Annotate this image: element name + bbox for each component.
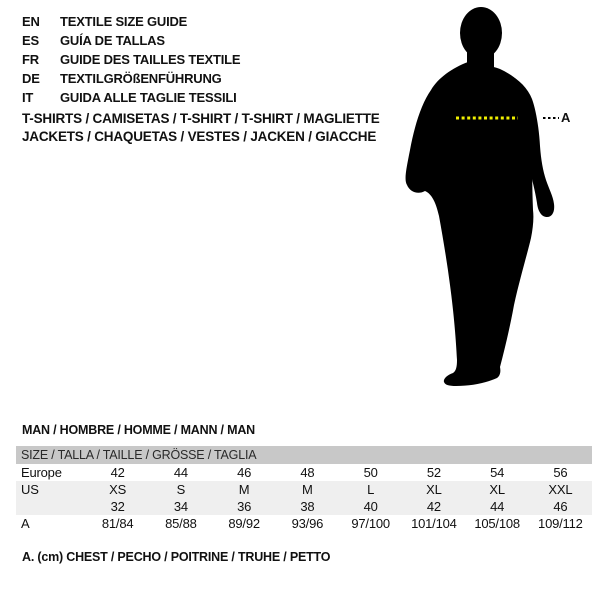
table-cell: XS <box>109 482 127 497</box>
gender-heading: MAN / HOMBRE / HOMME / MANN / MAN <box>22 423 255 437</box>
table-cell: 52 <box>426 465 441 480</box>
size-table <box>16 446 592 532</box>
category-tshirts: T-SHIRTS / CAMISETAS / T-SHIRT / T-SHIRT / MAGLIETTE <box>22 111 380 126</box>
language-row <box>22 31 240 50</box>
table-cell: 32 <box>110 499 125 514</box>
table-cell: 50 <box>363 465 378 480</box>
language-row <box>22 50 240 69</box>
table-row-us <box>16 481 592 498</box>
table-cell: 44 <box>490 499 505 514</box>
language-code: IT <box>22 90 34 105</box>
language-list <box>22 12 240 107</box>
row-label: A <box>21 516 30 531</box>
language-label: TEXTILGRÖßENFÜHRUNG <box>60 71 222 86</box>
table-cell: 109/112 <box>538 516 583 531</box>
table-cell: 85/88 <box>165 516 197 531</box>
table-row-europe <box>16 464 592 481</box>
table-cell: XXL <box>548 482 573 497</box>
table-cell: 89/92 <box>228 516 260 531</box>
garment-categories <box>22 110 380 146</box>
table-cell: 46 <box>237 465 252 480</box>
table-cell: 105/108 <box>474 516 520 531</box>
size-table-header: SIZE / TALLA / TAILLE / GRÖSSE / TAGLIA <box>16 446 592 464</box>
table-cell: 38 <box>300 499 315 514</box>
table-cell: XL <box>426 482 442 497</box>
table-cell: 93/96 <box>291 516 324 531</box>
table-cell: 56 <box>553 465 568 480</box>
man-silhouette-figure <box>396 4 578 392</box>
language-label: GUIDE DES TAILLES TEXTILE <box>60 52 241 67</box>
row-label: US <box>21 482 39 497</box>
measurement-footnote: A. (cm) CHEST / PECHO / POITRINE / TRUHE / PETTO <box>22 550 331 564</box>
table-row-alt-sizes <box>16 498 592 515</box>
table-cell: M <box>302 482 313 497</box>
table-cell: 97/100 <box>351 516 390 531</box>
language-code: ES <box>22 33 39 48</box>
table-cell: 40 <box>363 499 378 514</box>
table-cell: 42 <box>110 465 125 480</box>
table-cell: 42 <box>426 499 441 514</box>
man-silhouette <box>406 7 555 386</box>
language-label: GUIDA ALLE TAGLIE TESSILI <box>60 90 237 105</box>
language-code: EN <box>22 14 40 29</box>
table-cell: 81/84 <box>101 516 134 531</box>
table-cell: 34 <box>173 499 188 514</box>
table-cell: 48 <box>300 465 315 480</box>
table-cell: XL <box>489 482 505 497</box>
language-row <box>22 12 240 31</box>
table-row-chest-a <box>16 515 592 532</box>
language-label: TEXTILE SIZE GUIDE <box>60 14 188 29</box>
category-jackets: JACKETS / CHAQUETAS / VESTES / JACKEN / GIACCHE <box>22 129 377 144</box>
table-cell: 54 <box>490 465 505 480</box>
table-cell: M <box>238 482 250 497</box>
table-cell: 101/104 <box>411 516 457 531</box>
row-label <box>16 498 86 515</box>
table-cell: 44 <box>173 465 188 480</box>
language-code: FR <box>22 52 39 67</box>
table-cell: 36 <box>237 499 252 514</box>
language-label: GUÍA DE TALLAS <box>60 33 165 48</box>
table-cell: 46 <box>553 499 568 514</box>
row-label: Europe <box>21 465 62 480</box>
measure-label-a: A <box>561 110 571 125</box>
language-code: DE <box>22 71 40 86</box>
table-cell: S <box>176 482 186 497</box>
language-row <box>22 88 240 107</box>
table-cell: L <box>367 482 375 497</box>
language-row <box>22 69 240 88</box>
